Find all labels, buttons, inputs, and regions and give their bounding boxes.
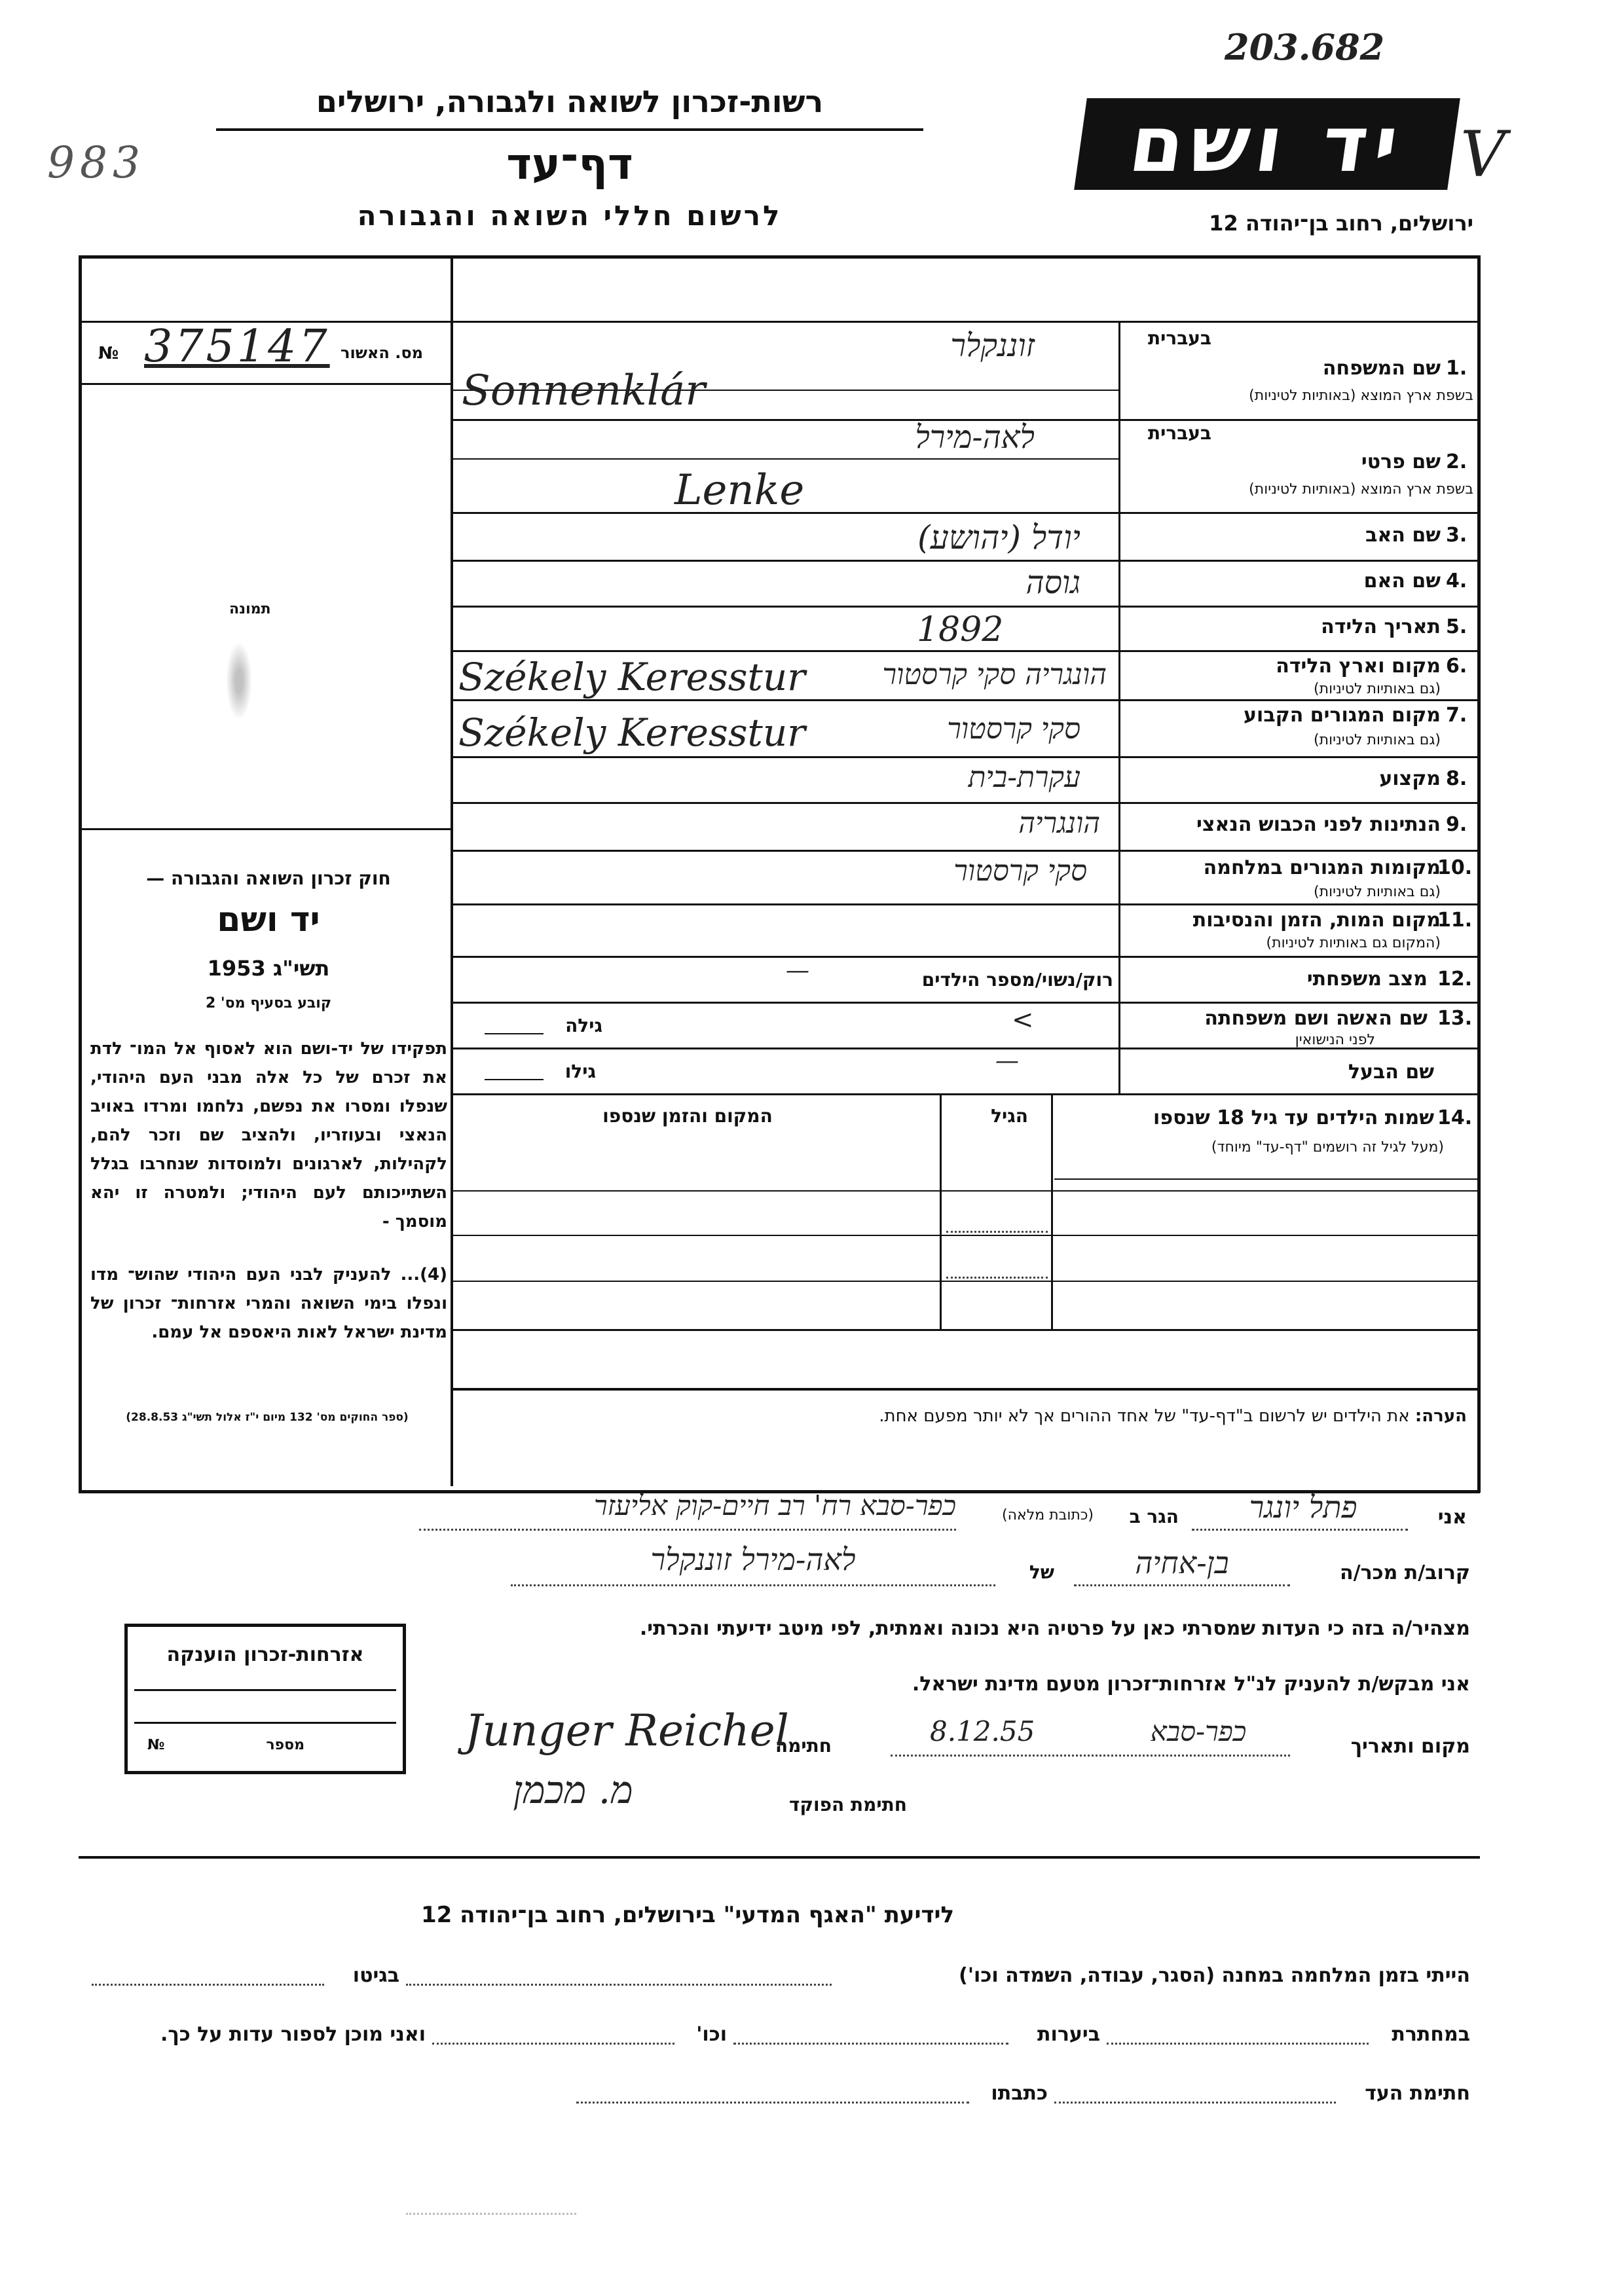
law-text-1: תפקידו של יד-ושם הוא לאסוף אל המו־ לדת את זכרם של כל אלה מבני העם היהודי, שנפלו ומסרו את נפשם, נלחמו ומרדו באויב הנאצי ובעוזריו, ולהציב שם וזכר להם, לקהילות, לארגונים ולמוסדות שנחרבו בגלל השתייכותם לעם היהודי; ולמטרה זו יהא מוסמך -: [90, 1039, 447, 1231]
date-value: 8.12.55: [930, 1715, 1035, 1747]
field-11-num: 11.: [1437, 909, 1473, 932]
frame-top: [79, 255, 1480, 259]
declaration-text: מצהיר/ה בזה כי העדות שמסרתי כאן על פרטיה היא נכונה ואמתית, לפי מיטב ידיעתי והכרתי.: [639, 1617, 1470, 1640]
field-13-sub: לפני הנישואין: [1295, 1032, 1375, 1048]
declarant-address: כפר-סבא רח' רב חיים-קוק אליעזר: [594, 1489, 956, 1522]
field-7-num: 7.: [1446, 704, 1467, 727]
row-line: [452, 956, 1480, 958]
row-line: [452, 512, 1480, 514]
info-line2-dots-a: [1107, 2043, 1369, 2045]
field-6-label: מקום וארץ הלידה: [1276, 655, 1441, 678]
declarant-address-line: [419, 1529, 956, 1531]
info-line3-dots-a: [1054, 2102, 1336, 2104]
info-line2-a: במחתרת: [1392, 2023, 1470, 2046]
place-date-line: [891, 1755, 1290, 1757]
law-footnote: (ספר החוקים מס' 132 מיום י"ז אלול תשי"ג 28.8.53): [126, 1411, 409, 1424]
org-underline: [216, 128, 923, 131]
row-line: [452, 699, 1480, 701]
info-line2-b: ביערות: [1037, 2023, 1100, 2046]
field-9-label: הנתינות לפני הכבוש הנאצי: [1196, 813, 1441, 836]
field-2-latin-value: Lenke: [674, 466, 805, 515]
field-2-hebrew-tag: בעברית: [1147, 422, 1211, 444]
note-body: את הילדים יש לרשום ב"דף-עד" של אחד ההורים אך לא יותר מפעם אחת.: [879, 1406, 1410, 1426]
husband-value: —: [995, 1048, 1019, 1074]
row-line: [452, 606, 1480, 608]
husband-label: שם הבעל: [1348, 1061, 1434, 1084]
of-name: לאה-מירל זוננקלר: [650, 1542, 856, 1577]
place-date-label: מקום ותאריך: [1350, 1735, 1470, 1758]
children-row-line: [452, 1329, 1480, 1331]
husband-age-label: גילו: [564, 1061, 596, 1082]
photo-label: תמונה: [229, 601, 271, 617]
field-6-sub: (גם באותיות לטיניות): [1314, 681, 1441, 697]
side-handwritten-number: 983: [47, 137, 145, 188]
law-text-2: (4)... להעניק לבני העם היהודי שהוש־ מדו ונפלו בימי השואה והמרי אזרחות־ זכרון של מדינת ישראל לאות היאספם אל עמם.: [90, 1265, 447, 1342]
field-4-value: גוסה: [1025, 564, 1080, 601]
signature-value: Junger Reichel: [465, 1705, 789, 1756]
citizenship-no-label: №: [147, 1737, 165, 1753]
field-10-value: סקי קרסטור: [953, 854, 1087, 888]
form-title: דף־עד: [506, 139, 633, 189]
row-line: [452, 756, 1480, 758]
citizenship-line-1: [134, 1689, 396, 1691]
children-row-line: [452, 1281, 1480, 1282]
approval-no-label: №: [98, 344, 119, 363]
field-1-label: שם המשפחה: [1322, 357, 1441, 380]
field-4-num: 4.: [1446, 570, 1467, 592]
field-12-value: —: [786, 957, 809, 984]
relative-label: קרוב/ת מכר/ה: [1340, 1561, 1470, 1584]
children-dotted: [946, 1231, 1048, 1233]
info-line1-b: בגיטו: [352, 1964, 399, 1987]
photo-top-line: [79, 383, 452, 385]
info-line2-d: ואני מוכן לספור עדות על כך.: [160, 2023, 426, 2046]
bottom-faint-dots: [406, 2213, 576, 2215]
approval-number: 375147: [144, 321, 330, 373]
field-8-num: 8.: [1446, 767, 1467, 790]
citizenship-number-label: מספר: [266, 1737, 304, 1753]
row-line: [452, 903, 1480, 905]
address: ירושלים, רחוב בן־יהודה 12: [1209, 211, 1473, 236]
info-line2-dots-c: [432, 2043, 674, 2045]
label-column-divider: [1118, 321, 1120, 1093]
frame-right: [1477, 255, 1481, 1493]
children-num: 14.: [1437, 1106, 1473, 1129]
of-label: של: [1029, 1561, 1054, 1583]
children-col-place: המקום והזמן שנספו: [602, 1105, 773, 1127]
law-title: חוק זכרון השואה והגבורה —: [146, 867, 391, 889]
field-2-num: 2.: [1446, 450, 1467, 473]
citizenship-line-2: [134, 1722, 396, 1724]
field-6-value: הונגריה סקי קרסטור: [882, 658, 1107, 691]
law-year: תשי"ג 1953: [207, 956, 330, 981]
photo-smudge: [226, 642, 252, 720]
field-2-hebrew-value: לאה-מירל: [915, 419, 1035, 456]
field-3-value: יודל (יהושע): [917, 519, 1080, 556]
field-13-age-line: [485, 1033, 544, 1034]
yad-vashem-logo: יד ושם: [1074, 98, 1460, 190]
field-1-latin-value: Sonnenklár: [462, 367, 705, 415]
info-line3-b: כתבתו: [991, 2082, 1048, 2105]
field-13-num: 13.: [1437, 1007, 1473, 1030]
row-line: [452, 850, 1480, 852]
children-row-line: [452, 1190, 1480, 1192]
field-10-label: מקומות המגורים במלחמה: [1203, 856, 1441, 879]
left-column-divider: [451, 255, 453, 1486]
children-col-divider-1: [1051, 1093, 1053, 1329]
top-handwritten-number: 203.682: [1225, 26, 1385, 68]
children-row-line: [452, 1235, 1480, 1236]
field-10-sub: (גם באותיות לטיניות): [1314, 884, 1441, 900]
children-label: שמות הילדים עד גיל 18 שנספו: [1153, 1106, 1434, 1129]
field-9-value: הונגריה: [1018, 807, 1100, 840]
field-1-sub: בשפת ארץ המוצא (באותיות לטיניות): [1249, 388, 1473, 404]
row-line: [452, 1002, 1480, 1004]
officer-label: חתימת הפוקד: [788, 1794, 907, 1815]
info-line1-dots-a: [406, 1984, 832, 1986]
field-7-sub: (גם באותיות לטיניות): [1314, 732, 1441, 748]
children-sub: (מעל לגיל זה רושמים "דף-עד" מיוחד): [1211, 1139, 1444, 1156]
field-8-value: עקרת-בית: [968, 761, 1080, 794]
row-line: [452, 650, 1480, 652]
place-value: כפר-סבא: [1150, 1715, 1247, 1747]
org-name: רשות-זכרון לשואה ולגבורה, ירושלים: [316, 84, 824, 119]
field-12-value-label: רוק/נשוי/מספר הילדים: [921, 969, 1113, 991]
declarant-name: פתל יונגר: [1249, 1489, 1357, 1525]
info-title: לידיעת "האגף המדעי" בירושלים, רחוב בן־יהודה 12: [420, 1902, 955, 1928]
note-top-line: [452, 1388, 1480, 1391]
resides-label: הגר ב: [1129, 1506, 1179, 1527]
field-9-num: 9.: [1446, 813, 1467, 836]
citizenship-box: [124, 1624, 406, 1774]
field-7-latin-value: Székely Keresstur: [458, 710, 805, 755]
check-mark: V: [1460, 118, 1506, 191]
info-line3-a: חתימת העד: [1365, 2082, 1470, 2105]
field-4-label: שם האם: [1363, 570, 1441, 592]
officer-signature: מ. מכמן: [513, 1768, 633, 1812]
info-line2-dots-b: [733, 2043, 1008, 2045]
children-row-line: [1054, 1178, 1480, 1180]
field-11-label: מקום המות, הזמן והנסיבות: [1192, 909, 1441, 932]
field-7-value: סקי קרסטור: [947, 712, 1080, 746]
declarant-ani: אני: [1437, 1506, 1467, 1529]
relation-line: [1074, 1584, 1290, 1586]
children-col-divider-2: [940, 1093, 942, 1329]
field-13-value: <: [1012, 1005, 1034, 1035]
approval-label: מס. האשור: [341, 344, 423, 362]
children-col-age: הגיל: [991, 1105, 1028, 1127]
field-5-value: 1892: [917, 610, 1004, 649]
note-label: הערה:: [1414, 1406, 1467, 1426]
row-line: [452, 1093, 1480, 1095]
info-line1-a: הייתי בזמן המלחמה במחנה (הסגר, עבודה, השמדה וכו'): [959, 1964, 1470, 1987]
field-3-num: 3.: [1446, 524, 1467, 547]
relation-value: בן-אחיה: [1135, 1545, 1229, 1580]
field-1-hebrew-tag: בעברית: [1147, 327, 1211, 349]
field-8-label: מקצוע: [1379, 767, 1441, 790]
citizenship-title: אזרחות-זכרון הוענקה: [166, 1643, 364, 1666]
husband-age-line: [485, 1079, 544, 1080]
request-text: אני מבקש/ת להעניק לנ"ל אזרחות־זכרון מטעם מדינת ישראל.: [912, 1673, 1470, 1696]
info-separator: [79, 1856, 1480, 1859]
declarant-name-line: [1192, 1529, 1408, 1531]
field-1-hebrew-value: זוננקלר: [950, 327, 1035, 364]
frame-left: [79, 255, 82, 1493]
field-2-label: שם פרטי: [1361, 450, 1441, 473]
field-7-label: מקום המגורים הקבוע: [1244, 704, 1441, 727]
field-13-age-label: גילה: [565, 1015, 602, 1036]
field-3-label: שם האב: [1365, 524, 1441, 547]
children-dotted: [946, 1277, 1048, 1279]
field-12-num: 12.: [1437, 968, 1473, 991]
signature-label: חתימה: [775, 1735, 832, 1757]
field-5-num: 5.: [1446, 615, 1467, 638]
info-line1-dots-b: [92, 1984, 324, 1986]
field-6-num: 6.: [1446, 655, 1467, 678]
note-text: [465, 1406, 1467, 1426]
form-subtitle: לרשום חללי השואה והגבורה: [357, 200, 783, 232]
field-1-num: 1.: [1446, 357, 1467, 380]
law-clause: קובע בסעיף מס' 2: [205, 995, 332, 1011]
field-10-num: 10.: [1437, 856, 1473, 879]
field-12-label: מצב משפחתי: [1306, 968, 1428, 991]
info-line3-dots-b: [576, 2102, 969, 2104]
law-name: יד ושם: [217, 900, 320, 939]
field-2-sub: בשפת ארץ המוצא (באותיות לטיניות): [1249, 481, 1473, 498]
info-line2-c: וכו': [696, 2023, 727, 2046]
field-5-label: תאריך הלידה: [1321, 615, 1441, 638]
row-line: [452, 560, 1480, 562]
field-11-sub: (המקום גם באותיות לטיניות): [1266, 935, 1441, 951]
of-name-line: [511, 1584, 995, 1586]
photo-bottom-line: [79, 828, 452, 830]
resides-sub: (כתובת מלאה): [1002, 1507, 1094, 1523]
row-line: [452, 458, 1120, 460]
row-line: [452, 802, 1480, 804]
field-6-latin-value: Székely Keresstur: [458, 655, 805, 699]
field-13-label: שם האשה ושם משפחתה: [1204, 1007, 1428, 1030]
